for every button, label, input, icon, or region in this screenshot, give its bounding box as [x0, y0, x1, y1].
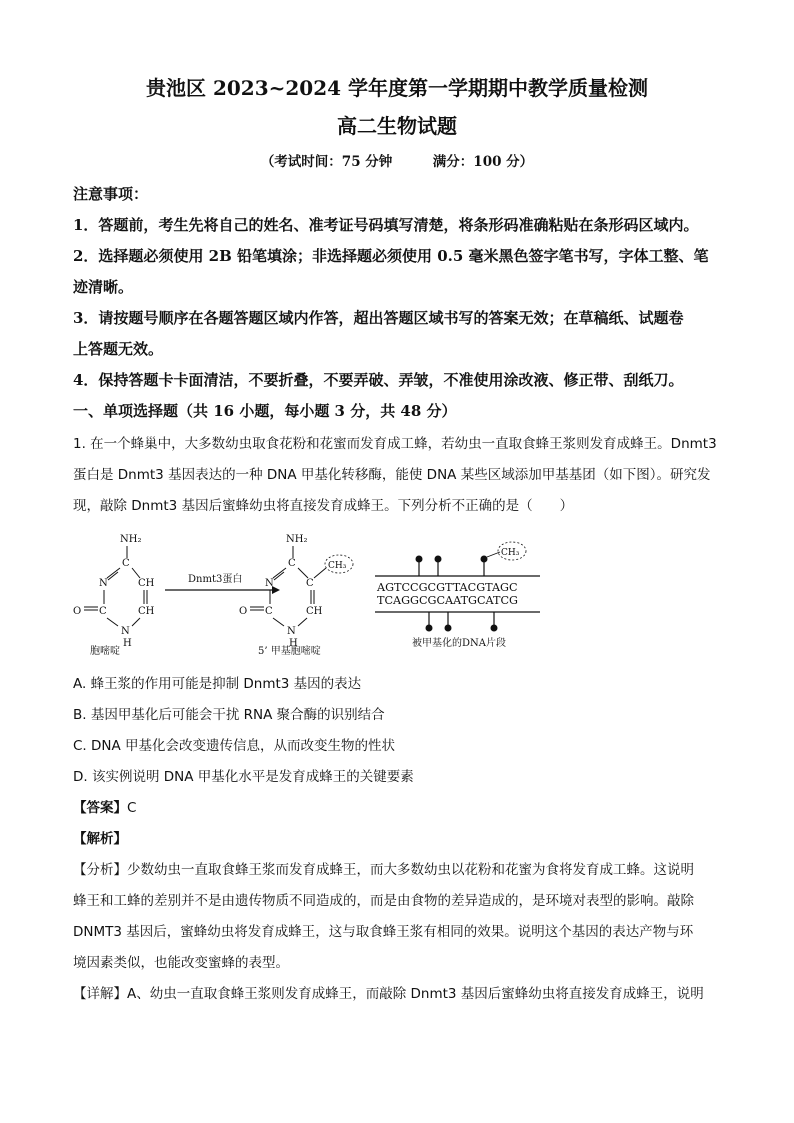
arrow-label: Dnmt3蛋白 — [188, 574, 243, 585]
mc-c2: C — [265, 606, 273, 617]
question-stem-line: 蛋白是 Dnmt3 基因表达的一种 DNA 甲基化转移酶，能使 DNA 某些区域添加甲基基团（如下图）。研究发 — [73, 467, 711, 483]
cytosine-ch6: CH — [138, 606, 155, 617]
reaction-arrow — [165, 572, 280, 594]
mc-c5: C — [306, 578, 314, 589]
cytosine-c4: C — [122, 558, 130, 569]
analysis-line: 【详解】A、幼虫一直取食蜂王浆则发育成蜂王，而敲除 Dnmt3 基因后蜜蜂幼虫将直接发育成蜂王，说明 — [73, 986, 704, 1002]
question-stem-line: 现，敲除 Dnmt3 基因后蜜蜂幼虫将直接发育成蜂王。下列分析不正确的是（ ） — [73, 498, 574, 514]
mc-o: O — [239, 606, 248, 617]
methyl-marker — [491, 625, 498, 632]
analysis-line: DNMT3 基因后，蜜蜂幼虫将发育成蜂王，这与取食蜂王浆有相同的效果。说明这个基因的表达产物与环 — [73, 924, 694, 940]
cytosine-nh2: NH₂ — [120, 534, 142, 545]
notice-item: 上答题无效。 — [73, 340, 164, 358]
analysis-line: 蜂王和工蜂的差别并不是由遗传物质不同造成的，而是由食物的差异造成的，是环境对表型的影响。敲除 — [73, 893, 694, 909]
option-d: D. 该实例说明 DNA 甲基化水平是发育成蜂王的关键要素 — [73, 769, 414, 785]
cytosine-structure — [73, 534, 155, 657]
answer-value: C — [127, 800, 137, 816]
answer-tag: 【答案】 — [73, 800, 127, 816]
cytosine-label: 胞嘧啶 — [90, 646, 120, 657]
methyl-marker — [481, 556, 488, 563]
mc-h1: H — [289, 638, 298, 649]
dna-bottom-strand: TCAGGCGCAATGCATCG — [377, 594, 518, 607]
option-c: C. DNA 甲基化会改变遗传信息，从而改变生物的性状 — [73, 738, 396, 754]
cytosine-ch5: CH — [138, 578, 155, 589]
dna-fragment — [375, 542, 540, 649]
dna-top-strand: AGTCCGCGTTACGTAGC — [377, 581, 518, 594]
methyl-marker — [445, 625, 452, 632]
notice-item: 3．请按题号顺序在各题答题区域内作答，超出答题区域书写的答案无效；在草稿纸、试题卷 — [73, 309, 684, 327]
analysis-tag: 【解析】 — [73, 831, 127, 847]
dna-methylation-diagram — [60, 530, 560, 655]
answer-line — [73, 796, 733, 816]
mc-n1: N — [287, 626, 296, 637]
option-b: B. 基因甲基化后可能会干扰 RNA 聚合酶的识别结合 — [73, 707, 385, 723]
methyl-marker — [426, 625, 433, 632]
mc-n3: N — [265, 578, 274, 589]
notice-heading: 注意事项： — [73, 185, 149, 203]
analysis-line: 境因素类似，也能改变蜜蜂的表型。 — [73, 955, 289, 971]
exam-title: 贵池区 2023~2024 学年度第一学期期中教学质量检测 — [145, 76, 648, 100]
mc-ch6: CH — [306, 606, 323, 617]
methylcytosine-structure — [239, 534, 353, 657]
section-heading: 一、单项选择题（共 16 小题，每小题 3 分，共 48 分） — [73, 402, 457, 420]
dna-ch3: CH₃ — [501, 548, 520, 558]
notice-item: 1．答题前，考生先将自己的姓名、准考证号码填写清楚，将条形码准确粘贴在条形码区域内。 — [73, 216, 699, 234]
cytosine-n1: N — [121, 626, 130, 637]
cytosine-n3: N — [99, 578, 108, 589]
methyl-marker — [435, 556, 442, 563]
mc-c4: C — [288, 558, 296, 569]
dna-label: 被甲基化的DNA片段 — [412, 638, 506, 649]
mc-ch3: CH₃ — [328, 561, 347, 571]
mc-nh2: NH₂ — [286, 534, 308, 545]
diagram-svg — [60, 530, 560, 655]
exam-subtitle: 高二生物试题 — [337, 114, 457, 138]
notice-item: 2．选择题必须使用 2B 铅笔填涂；非选择题必须使用 0.5 毫米黑色签字笔书写，字体工整、笔 — [73, 247, 709, 265]
option-a: A. 蜂王浆的作用可能是抑制 Dnmt3 基因的表达 — [73, 676, 362, 692]
notice-item: 4．保持答题卡卡面清洁，不要折叠，不要弄破、弄皱，不准使用涂改液、修正带、刮纸刀。 — [73, 371, 684, 389]
cytosine-h1: H — [123, 638, 132, 649]
cytosine-c2: C — [99, 606, 107, 617]
analysis-line: 【分析】少数幼虫一直取食蜂王浆而发育成蜂王，而大多数幼虫以花粉和花蜜为食将发育成工蜂。这说明 — [73, 862, 694, 878]
methylcytosine-label: 5’ 甲基胞嘧啶 — [258, 646, 321, 657]
exam-info: （考试时间：75 分钟 满分：100 分） — [260, 154, 534, 170]
cytosine-o: O — [73, 606, 82, 617]
notice-item: 迹清晰。 — [73, 278, 134, 296]
methyl-marker — [416, 556, 423, 563]
question-stem-line: 1. 在一个蜂巢中，大多数幼虫取食花粉和花蜜而发育成工蜂，若幼虫一直取食蜂王浆则发育成蜂王。Dnmt3 — [73, 436, 717, 452]
